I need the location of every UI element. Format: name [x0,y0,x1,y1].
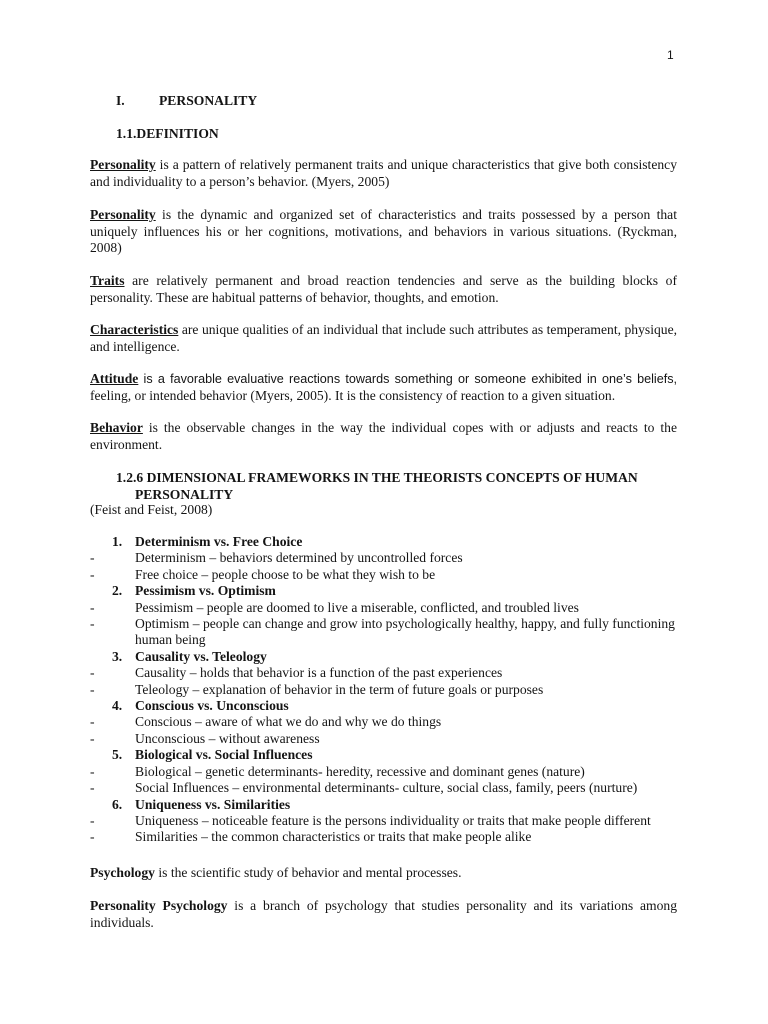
framework-bullet [90,665,690,681]
framework-item-number: 1. [112,534,123,549]
definition-text: are relatively permanent and broad reaction tendencies and serve as the building blocks of personality. These are habitual patterns of behavior, thoughts, and emotion. [90,273,677,305]
framework-bullet [90,829,690,845]
frameworks-source: (Feist and Feist, 2008) [90,502,213,517]
section-title: PERSONALITY [159,93,258,108]
page-number: 1 [667,48,674,62]
bullet-dash: - [90,730,95,746]
definition-term: Traits [90,273,125,288]
framework-bullet-text: Causality – holds that behavior is a function of the past experiences [135,665,503,681]
bullet-dash: - [90,566,95,582]
definition-term: Personality [90,207,156,222]
closing-term: Personality Psychology [90,898,228,913]
framework-bullet [90,550,690,566]
definition-text: is a pattern of relatively permanent traits and unique characteristics that give both consistency and individuality to a person’s behavior. [90,157,677,189]
framework-bullet [90,682,690,698]
definition-term: Personality [90,157,156,172]
definition-text: is the dynamic and organized set of characteristics and traits possessed by a person that uniquely influences his or her cognitions, motivations, and behaviors in various situations. (Ryckman, 2008) [90,207,677,255]
framework-bullet-text: Free choice – people choose to be what they wish to be [135,566,436,582]
framework-item-title: Conscious vs. Unconscious [135,698,289,714]
section-number: I. [116,93,125,108]
definition-paragraph [90,157,677,190]
frameworks-title-line2: PERSONALITY [135,486,234,502]
closing-text: is the scientific study of behavior and mental processes. [154,865,462,880]
bullet-dash: - [90,681,95,697]
bullet-dash: - [90,829,95,845]
framework-item-heading [90,797,690,813]
framework-bullet [90,600,690,616]
framework-bullet-text: Uniqueness – noticeable feature is the persons individuality or traits that make people different [135,812,651,828]
definition-text: feeling, or intended behavior (Myers, 2005). It is the consistency of reaction to a given situation. [90,387,616,403]
bullet-dash: - [90,599,95,615]
framework-bullet-text: Teleology – explanation of behavior in the term of future goals or purposes [135,681,544,697]
closing-text: is a branch of psychology that studies personality and its variations among individuals. [90,898,677,930]
closing-term: Psychology [90,865,155,880]
framework-item-heading [90,534,690,550]
framework-item-title: Causality vs. Teleology [135,648,267,664]
framework-bullet-text: Unconscious – without awareness [135,730,320,746]
framework-bullet [90,780,690,796]
framework-bullet [90,567,690,583]
framework-item-number: 6. [112,796,123,812]
definition-text: are unique qualities of an individual that include such attributes as temperament, physique, and intelligence. [90,322,677,354]
framework-item-heading [90,698,690,714]
framework-bullet-text: Social Influences – environmental determinants- culture, social class, family, peers (nurture) [135,780,638,796]
framework-bullet [90,714,690,730]
framework-bullet-text: Biological – genetic determinants- heredity, recessive and dominant genes (nature) [135,763,585,779]
framework-item-title: Pessimism vs. Optimism [135,583,276,599]
framework-item-number: 3. [112,648,123,664]
definition-term: Characteristics [90,322,179,337]
definition-text: is the observable changes in the way the individual copes with or adjusts and reacts to the environment. [90,420,677,452]
framework-bullet-text: Similarities – the common characteristics or traits that make people alike [135,829,532,845]
framework-item-title: Determinism vs. Free Choice [135,534,303,549]
definition-text-alt-font: is a favorable evaluative reactions towards something or someone exhibited in one’s beliefs, [138,372,677,386]
definition-term: Attitude [90,371,139,386]
framework-item-heading [90,649,690,665]
subsection-heading: 1.1.DEFINITION [116,126,219,141]
definition-paragraph [90,371,677,404]
definition-paragraph [90,207,677,257]
framework-bullet-text: Optimism – people can change and grow into psychologically healthy, happy, and fully functioning human being [135,616,675,648]
bullet-dash: - [90,550,95,566]
framework-item-heading [90,583,690,599]
framework-bullet-text: Pessimism – people are doomed to live a miserable, conflicted, and troubled lives [135,599,579,615]
bullet-dash: - [90,763,95,779]
framework-item-title: Uniqueness vs. Similarities [135,796,291,812]
definition-term: Behavior [90,420,143,435]
definition-citation: (Myers, 2005) [311,173,390,189]
framework-bullet-text: Conscious – aware of what we do and why we do things [135,714,442,730]
framework-bullet [90,616,690,649]
subsection-heading-frameworks [116,470,676,503]
framework-bullet [90,813,690,829]
bullet-dash: - [90,616,95,632]
definition-paragraph [90,420,677,453]
framework-item-title: Biological vs. Social Influences [135,747,313,763]
definition-paragraph [90,322,677,355]
closing-paragraph [90,898,677,931]
closing-paragraph [90,865,677,882]
framework-item-heading [90,747,690,763]
section-heading [116,93,257,109]
framework-bullet [90,731,690,747]
framework-item-number: 2. [112,583,123,599]
framework-bullet-text: Determinism – behaviors determined by uncontrolled forces [135,550,463,566]
definition-paragraph [90,273,677,306]
bullet-dash: - [90,780,95,796]
frameworks-title-line1: 1.2.6 DIMENSIONAL FRAMEWORKS IN THE THEORISTS CONCEPTS OF HUMAN [116,470,638,485]
framework-item-number: 4. [112,698,123,714]
bullet-dash: - [90,665,95,681]
framework-bullet [90,764,690,780]
framework-item-number: 5. [112,747,123,763]
frameworks-list [90,534,690,846]
bullet-dash: - [90,812,95,828]
bullet-dash: - [90,714,95,730]
